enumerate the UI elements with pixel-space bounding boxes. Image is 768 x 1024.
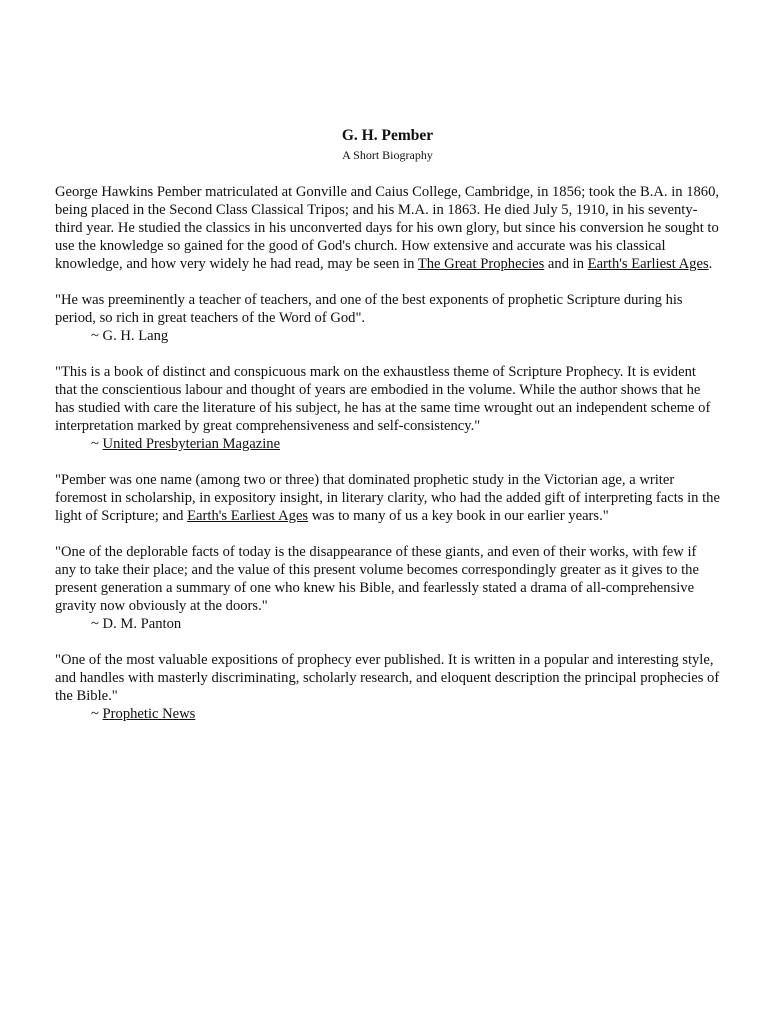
bio-text-1: George Hawkins Pember matriculated at Gonville and Caius College, Cambridge, in 1856; took the B.A. in 1860, being placed in the Second Class Classical Tripos; and his M.A. in 1863. He died July 5, 1910, in his seventy-third year. He studied the classics in his unconverted days for his own glory, but since his conversion he sought to use the knowledge so gained for the good of God's church. How extensive and accurate was his classical knowledge, and how very widely he had read, may be seen in (55, 184, 720, 272)
source-prophetic-news: Prophetic News (102, 706, 196, 722)
book-title-earths-earliest-ages: Earth's Earliest Ages (187, 508, 309, 524)
bio-text-3: . (708, 256, 713, 272)
attribution-prophetic-news (55, 705, 720, 723)
source-united-presbyterian-magazine: United Presbyterian Magazine (102, 436, 281, 452)
quote-prophetic-news: "One of the most valuable expositions of prophecy ever published. It is written in a popular and interesting style, and handles with masterly discriminating, scholarly research, and eloquent description the principal prophecies of the Bible." (55, 652, 720, 704)
quote-3-text-2: was to many of us a key book in our earlier years." (308, 508, 609, 524)
attribution-panton: ~ D. M. Panton (91, 616, 182, 632)
bio-text-2: and in (544, 256, 588, 272)
attribution-lang: ~ G. H. Lang (91, 328, 169, 344)
attribution-prefix: ~ (91, 706, 103, 722)
attribution-presbyterian (55, 435, 720, 453)
document-title: G. H. Pember (341, 127, 434, 144)
quote-presbyterian: "This is a book of distinct and conspicuous mark on the exhaustless theme of Scripture Prophecy. It is evident that the conscientious labour and thought of years are embodied in the volume. While the author shows that he has studied with care the literature of his subject, he has at the same time wrought out an independent scheme of interpretation marked by great comprehensiveness and self-consistency." (55, 364, 711, 434)
quote-3-text-1: "Pember was one name (among two or three) that dominated prophetic study in the Victorian age, a writer foremost in scholarship, in expository insight, in literary clarity, who had the added gift of interpreting facts in the light of Scripture; and (55, 472, 720, 524)
document-subtitle: A Short Biography (342, 148, 433, 162)
book-title-great-prophecies: The Great Prophecies (417, 256, 545, 272)
quote-lang: "He was preeminently a teacher of teachers, and one of the best exponents of prophetic Scripture during his period, so rich in great teachers of the Word of God". (55, 292, 683, 326)
quote-panton: "One of the deplorable facts of today is the disappearance of these giants, and even of their works, with few if any to take their place; and the value of this present volume becomes correspondingly greater as it gives to the present generation a summary of one who knew his Bible, and fearlessly stated a drama of all-comprehensive gravity now obviously at the doors." (55, 544, 699, 614)
biography-paragraph (55, 183, 720, 273)
quote-victorian-age (55, 471, 720, 525)
attribution-prefix: ~ (91, 436, 103, 452)
document-page (55, 127, 720, 723)
book-title-earths-earliest-ages: Earth's Earliest Ages (587, 256, 709, 272)
